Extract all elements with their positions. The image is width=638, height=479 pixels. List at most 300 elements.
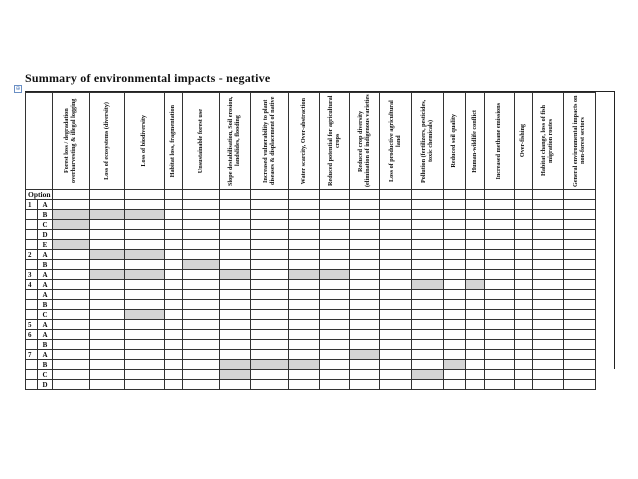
impact-cell[interactable] <box>564 380 596 390</box>
impact-cell[interactable] <box>444 290 466 300</box>
impact-cell[interactable] <box>320 320 350 330</box>
impact-cell[interactable] <box>350 300 380 310</box>
impact-cell[interactable] <box>320 340 350 350</box>
impact-cell[interactable] <box>125 300 165 310</box>
impact-cell[interactable] <box>533 270 564 280</box>
impact-cell[interactable] <box>533 250 564 260</box>
impact-cell-marked[interactable] <box>412 370 444 380</box>
impact-cell[interactable] <box>466 360 485 370</box>
impact-cell[interactable] <box>183 310 220 320</box>
impact-cell[interactable] <box>125 220 165 230</box>
impact-cell[interactable] <box>412 310 444 320</box>
impact-cell[interactable] <box>183 360 220 370</box>
impact-cell-marked[interactable] <box>444 360 466 370</box>
impact-cell[interactable] <box>380 320 412 330</box>
impact-cell[interactable] <box>485 240 515 250</box>
impact-cell[interactable] <box>289 200 320 210</box>
impact-cell[interactable] <box>183 330 220 340</box>
impact-cell[interactable] <box>125 280 165 290</box>
impact-cell[interactable] <box>90 350 125 360</box>
impact-cell[interactable] <box>289 230 320 240</box>
impact-cell[interactable] <box>220 200 251 210</box>
impact-cell[interactable] <box>466 270 485 280</box>
impact-cell[interactable] <box>533 370 564 380</box>
impact-cell[interactable] <box>251 380 289 390</box>
impact-cell[interactable] <box>564 340 596 350</box>
impact-cell[interactable] <box>125 340 165 350</box>
impact-cell[interactable] <box>183 230 220 240</box>
impact-cell[interactable] <box>380 300 412 310</box>
impact-cell-marked[interactable] <box>289 360 320 370</box>
table-cell[interactable] <box>380 190 412 200</box>
impact-cell[interactable] <box>350 230 380 240</box>
impact-cell[interactable] <box>515 260 533 270</box>
impact-cell[interactable] <box>485 330 515 340</box>
impact-cell[interactable] <box>564 320 596 330</box>
impact-cell[interactable] <box>320 240 350 250</box>
impact-cell[interactable] <box>466 250 485 260</box>
impact-cell[interactable] <box>515 350 533 360</box>
impact-cell[interactable] <box>515 360 533 370</box>
impact-cell-marked[interactable] <box>289 270 320 280</box>
impact-cell[interactable] <box>320 300 350 310</box>
impact-cell[interactable] <box>515 310 533 320</box>
impact-cell[interactable] <box>350 270 380 280</box>
impact-cell[interactable] <box>564 280 596 290</box>
impact-cell[interactable] <box>251 240 289 250</box>
impact-cell[interactable] <box>444 240 466 250</box>
impact-cell[interactable] <box>485 350 515 360</box>
impact-cell-marked[interactable] <box>125 210 165 220</box>
impact-cell[interactable] <box>220 230 251 240</box>
impact-cell[interactable] <box>251 340 289 350</box>
impact-cell[interactable] <box>515 250 533 260</box>
impact-cell[interactable] <box>564 360 596 370</box>
impact-cell[interactable] <box>444 200 466 210</box>
impact-cell[interactable] <box>412 340 444 350</box>
impact-cell[interactable] <box>533 380 564 390</box>
impact-cell[interactable] <box>320 280 350 290</box>
impact-cell-marked[interactable] <box>220 370 251 380</box>
impact-cell[interactable] <box>412 260 444 270</box>
table-anchor-icon[interactable]: ⊕ <box>15 85 21 92</box>
impact-cell[interactable] <box>350 330 380 340</box>
impact-cell[interactable] <box>53 330 90 340</box>
impact-cell[interactable] <box>53 300 90 310</box>
impact-cell[interactable] <box>125 330 165 340</box>
table-cell[interactable] <box>320 190 350 200</box>
impact-cell[interactable] <box>466 260 485 270</box>
impact-cell[interactable] <box>444 210 466 220</box>
impact-cell[interactable] <box>320 370 350 380</box>
impact-cell[interactable] <box>380 220 412 230</box>
table-cell[interactable] <box>125 190 165 200</box>
table-cell[interactable] <box>515 190 533 200</box>
impact-cell[interactable] <box>485 250 515 260</box>
impact-cell[interactable] <box>165 280 183 290</box>
impact-cell[interactable] <box>412 350 444 360</box>
impact-cell[interactable] <box>515 330 533 340</box>
impact-cell[interactable] <box>412 240 444 250</box>
impact-cell[interactable] <box>533 240 564 250</box>
impact-cell[interactable] <box>412 250 444 260</box>
impact-cell-marked[interactable] <box>220 360 251 370</box>
impact-cell[interactable] <box>53 290 90 300</box>
impact-cell[interactable] <box>183 240 220 250</box>
impact-cell[interactable] <box>412 380 444 390</box>
impact-cell[interactable] <box>412 290 444 300</box>
impact-cell-marked[interactable] <box>466 280 485 290</box>
impact-cell[interactable] <box>165 240 183 250</box>
impact-cell[interactable] <box>515 230 533 240</box>
impact-cell[interactable] <box>380 240 412 250</box>
table-cell[interactable] <box>466 190 485 200</box>
impact-cell[interactable] <box>289 260 320 270</box>
impact-cell-marked[interactable] <box>90 210 125 220</box>
impact-cell[interactable] <box>220 350 251 360</box>
impact-cell[interactable] <box>412 360 444 370</box>
impact-cell[interactable] <box>220 280 251 290</box>
impact-cell[interactable] <box>564 300 596 310</box>
impact-cell[interactable] <box>564 250 596 260</box>
impact-cell[interactable] <box>533 330 564 340</box>
impact-cell[interactable] <box>320 360 350 370</box>
impact-cell[interactable] <box>412 330 444 340</box>
impact-cell[interactable] <box>412 210 444 220</box>
impact-cell[interactable] <box>533 260 564 270</box>
impact-cell[interactable] <box>564 240 596 250</box>
impact-cell[interactable] <box>533 210 564 220</box>
table-cell[interactable] <box>412 190 444 200</box>
impact-cell[interactable] <box>289 320 320 330</box>
impact-cell[interactable] <box>380 280 412 290</box>
table-cell[interactable] <box>350 190 380 200</box>
impact-cell[interactable] <box>412 300 444 310</box>
impact-cell[interactable] <box>165 350 183 360</box>
impact-cell[interactable] <box>289 280 320 290</box>
impact-cell[interactable] <box>165 250 183 260</box>
impact-cell[interactable] <box>564 330 596 340</box>
impact-cell[interactable] <box>466 380 485 390</box>
impact-cell[interactable] <box>53 340 90 350</box>
impact-cell[interactable] <box>515 270 533 280</box>
impact-cell[interactable] <box>251 330 289 340</box>
impact-cell-marked[interactable] <box>125 310 165 320</box>
impact-cell[interactable] <box>165 330 183 340</box>
impact-cell[interactable] <box>444 280 466 290</box>
impact-cell[interactable] <box>289 380 320 390</box>
impact-cell[interactable] <box>53 320 90 330</box>
impact-cell[interactable] <box>320 310 350 320</box>
impact-cell[interactable] <box>380 330 412 340</box>
impact-cell[interactable] <box>515 280 533 290</box>
impact-cell[interactable] <box>90 290 125 300</box>
impact-cell[interactable] <box>125 200 165 210</box>
impact-cell[interactable] <box>412 230 444 240</box>
impact-cell[interactable] <box>125 350 165 360</box>
impact-cell[interactable] <box>251 300 289 310</box>
impact-cell[interactable] <box>485 210 515 220</box>
impact-cell[interactable] <box>220 340 251 350</box>
impact-cell-marked[interactable] <box>412 280 444 290</box>
impact-cell-marked[interactable] <box>220 270 251 280</box>
impact-cell-marked[interactable] <box>53 220 90 230</box>
impact-cell[interactable] <box>485 230 515 240</box>
impact-cell[interactable] <box>220 310 251 320</box>
impact-cell[interactable] <box>251 270 289 280</box>
impact-cell[interactable] <box>380 250 412 260</box>
impact-cell[interactable] <box>90 200 125 210</box>
impact-cell[interactable] <box>444 320 466 330</box>
impact-cell-marked[interactable] <box>125 250 165 260</box>
impact-cell[interactable] <box>53 260 90 270</box>
impact-cell[interactable] <box>515 300 533 310</box>
impact-cell[interactable] <box>289 310 320 320</box>
impact-cell[interactable] <box>125 360 165 370</box>
impact-cell[interactable] <box>90 330 125 340</box>
impact-cell[interactable] <box>380 210 412 220</box>
impact-cell[interactable] <box>485 260 515 270</box>
impact-cell[interactable] <box>90 360 125 370</box>
impact-cell[interactable] <box>412 320 444 330</box>
impact-cell[interactable] <box>183 200 220 210</box>
impact-cell[interactable] <box>444 340 466 350</box>
impact-cell[interactable] <box>380 310 412 320</box>
impact-cell[interactable] <box>320 210 350 220</box>
impact-cell[interactable] <box>125 290 165 300</box>
table-cell[interactable] <box>165 190 183 200</box>
impact-cell[interactable] <box>90 310 125 320</box>
impact-cell-marked[interactable] <box>90 270 125 280</box>
impact-cell[interactable] <box>533 340 564 350</box>
impact-cell[interactable] <box>466 350 485 360</box>
impact-cell[interactable] <box>515 340 533 350</box>
impact-cell[interactable] <box>53 230 90 240</box>
impact-cell-marked[interactable] <box>350 350 380 360</box>
impact-cell[interactable] <box>564 230 596 240</box>
impact-cell[interactable] <box>90 300 125 310</box>
impact-cell[interactable] <box>564 220 596 230</box>
impact-cell[interactable] <box>564 210 596 220</box>
impact-cell[interactable] <box>412 270 444 280</box>
impact-cell[interactable] <box>444 350 466 360</box>
impact-cell-marked[interactable] <box>90 250 125 260</box>
impact-cell[interactable] <box>350 380 380 390</box>
impact-cell[interactable] <box>289 210 320 220</box>
impact-cell[interactable] <box>320 220 350 230</box>
impact-cell[interactable] <box>53 380 90 390</box>
impact-cell[interactable] <box>165 290 183 300</box>
impact-cell[interactable] <box>90 280 125 290</box>
impact-cell[interactable] <box>289 240 320 250</box>
impact-cell[interactable] <box>485 200 515 210</box>
impact-cell[interactable] <box>251 310 289 320</box>
impact-cell[interactable] <box>90 240 125 250</box>
impact-cell[interactable] <box>533 300 564 310</box>
impact-cell[interactable] <box>515 320 533 330</box>
impact-cell[interactable] <box>53 200 90 210</box>
impact-cell[interactable] <box>466 210 485 220</box>
impact-cell[interactable] <box>380 230 412 240</box>
impact-cell[interactable] <box>251 210 289 220</box>
impact-cell[interactable] <box>289 370 320 380</box>
impact-cell[interactable] <box>251 260 289 270</box>
impact-cell[interactable] <box>125 230 165 240</box>
impact-cell[interactable] <box>533 360 564 370</box>
impact-cell[interactable] <box>251 320 289 330</box>
impact-cell[interactable] <box>444 230 466 240</box>
impact-cell[interactable] <box>220 320 251 330</box>
impact-cell[interactable] <box>466 220 485 230</box>
impact-cell[interactable] <box>564 310 596 320</box>
impact-cell[interactable] <box>251 290 289 300</box>
impact-cell[interactable] <box>183 300 220 310</box>
impact-cell[interactable] <box>90 320 125 330</box>
impact-cell[interactable] <box>165 270 183 280</box>
impact-cell[interactable] <box>251 230 289 240</box>
impact-cell[interactable] <box>515 240 533 250</box>
impact-cell[interactable] <box>320 380 350 390</box>
impact-cell[interactable] <box>350 210 380 220</box>
impact-cell[interactable] <box>380 270 412 280</box>
impact-cell[interactable] <box>165 200 183 210</box>
impact-cell[interactable] <box>90 380 125 390</box>
impact-cell[interactable] <box>380 340 412 350</box>
impact-cell[interactable] <box>90 340 125 350</box>
impact-cell[interactable] <box>165 360 183 370</box>
impact-cell[interactable] <box>165 230 183 240</box>
impact-cell[interactable] <box>53 270 90 280</box>
impact-cell[interactable] <box>183 370 220 380</box>
impact-cell[interactable] <box>564 260 596 270</box>
impact-cell[interactable] <box>564 290 596 300</box>
impact-cell[interactable] <box>183 380 220 390</box>
table-cell[interactable] <box>289 190 320 200</box>
impact-cell[interactable] <box>466 200 485 210</box>
impact-cell[interactable] <box>251 350 289 360</box>
impact-cell[interactable] <box>220 300 251 310</box>
impact-cell[interactable] <box>320 350 350 360</box>
table-cell[interactable] <box>485 190 515 200</box>
impact-cell[interactable] <box>165 210 183 220</box>
impact-cell[interactable] <box>466 370 485 380</box>
impact-cell[interactable] <box>165 260 183 270</box>
impact-cell[interactable] <box>251 280 289 290</box>
impact-cell[interactable] <box>515 220 533 230</box>
impact-cell[interactable] <box>564 270 596 280</box>
impact-cell[interactable] <box>350 340 380 350</box>
impact-cell-marked[interactable] <box>320 270 350 280</box>
impact-cell[interactable] <box>380 380 412 390</box>
table-cell[interactable] <box>251 190 289 200</box>
impact-cell[interactable] <box>165 310 183 320</box>
impact-cell[interactable] <box>125 380 165 390</box>
impact-cell[interactable] <box>53 250 90 260</box>
impact-cell[interactable] <box>183 340 220 350</box>
impact-cell[interactable] <box>350 280 380 290</box>
impact-cell[interactable] <box>533 200 564 210</box>
table-cell[interactable] <box>53 190 90 200</box>
impact-cell[interactable] <box>533 220 564 230</box>
impact-cell-marked[interactable] <box>53 240 90 250</box>
impact-cell[interactable] <box>466 320 485 330</box>
impact-cell[interactable] <box>320 250 350 260</box>
impact-cell[interactable] <box>533 350 564 360</box>
impact-cell[interactable] <box>515 290 533 300</box>
impact-cell[interactable] <box>183 280 220 290</box>
impact-cell[interactable] <box>320 260 350 270</box>
impact-cell[interactable] <box>320 290 350 300</box>
impact-cell[interactable] <box>380 350 412 360</box>
impact-cell[interactable] <box>350 250 380 260</box>
impact-cell[interactable] <box>485 370 515 380</box>
impact-cell[interactable] <box>220 240 251 250</box>
impact-cell-marked[interactable] <box>251 360 289 370</box>
impact-cell[interactable] <box>485 340 515 350</box>
impact-cell[interactable] <box>90 220 125 230</box>
impact-cell[interactable] <box>183 250 220 260</box>
impact-cell[interactable] <box>183 220 220 230</box>
impact-cell[interactable] <box>220 260 251 270</box>
impact-cell[interactable] <box>251 250 289 260</box>
impact-cell[interactable] <box>564 370 596 380</box>
impact-cell[interactable] <box>53 350 90 360</box>
impact-cell[interactable] <box>485 310 515 320</box>
impact-cell[interactable] <box>220 290 251 300</box>
impact-cell[interactable] <box>466 300 485 310</box>
impact-cell[interactable] <box>350 360 380 370</box>
impact-cell[interactable] <box>165 340 183 350</box>
impact-cell[interactable] <box>380 260 412 270</box>
table-cell[interactable] <box>444 190 466 200</box>
impact-cell[interactable] <box>53 310 90 320</box>
impact-cell[interactable] <box>485 290 515 300</box>
impact-cell[interactable] <box>125 240 165 250</box>
impact-cell[interactable] <box>125 260 165 270</box>
impact-cell[interactable] <box>444 310 466 320</box>
impact-cell[interactable] <box>485 320 515 330</box>
impact-cell[interactable] <box>515 210 533 220</box>
impact-cell-marked[interactable] <box>183 260 220 270</box>
impact-cell[interactable] <box>533 320 564 330</box>
impact-cell[interactable] <box>183 210 220 220</box>
impact-cell[interactable] <box>90 260 125 270</box>
table-cell[interactable] <box>533 190 564 200</box>
impact-cell[interactable] <box>350 290 380 300</box>
impact-cell[interactable] <box>165 320 183 330</box>
impact-cell[interactable] <box>444 220 466 230</box>
impact-cell[interactable] <box>90 370 125 380</box>
impact-cell[interactable] <box>289 330 320 340</box>
impact-cell[interactable] <box>183 290 220 300</box>
impact-cell[interactable] <box>515 200 533 210</box>
impact-cell[interactable] <box>466 330 485 340</box>
impact-cell-marked[interactable] <box>53 210 90 220</box>
impact-cell[interactable] <box>251 220 289 230</box>
impact-cell[interactable] <box>533 230 564 240</box>
impact-cell[interactable] <box>165 380 183 390</box>
table-cell[interactable] <box>183 190 220 200</box>
table-cell[interactable] <box>564 190 596 200</box>
impact-cell[interactable] <box>320 330 350 340</box>
impact-cell[interactable] <box>289 300 320 310</box>
impact-cell[interactable] <box>251 200 289 210</box>
impact-cell[interactable] <box>380 200 412 210</box>
impact-cell[interactable] <box>220 220 251 230</box>
impact-cell[interactable] <box>350 260 380 270</box>
impact-cell[interactable] <box>515 370 533 380</box>
impact-cell[interactable] <box>90 230 125 240</box>
